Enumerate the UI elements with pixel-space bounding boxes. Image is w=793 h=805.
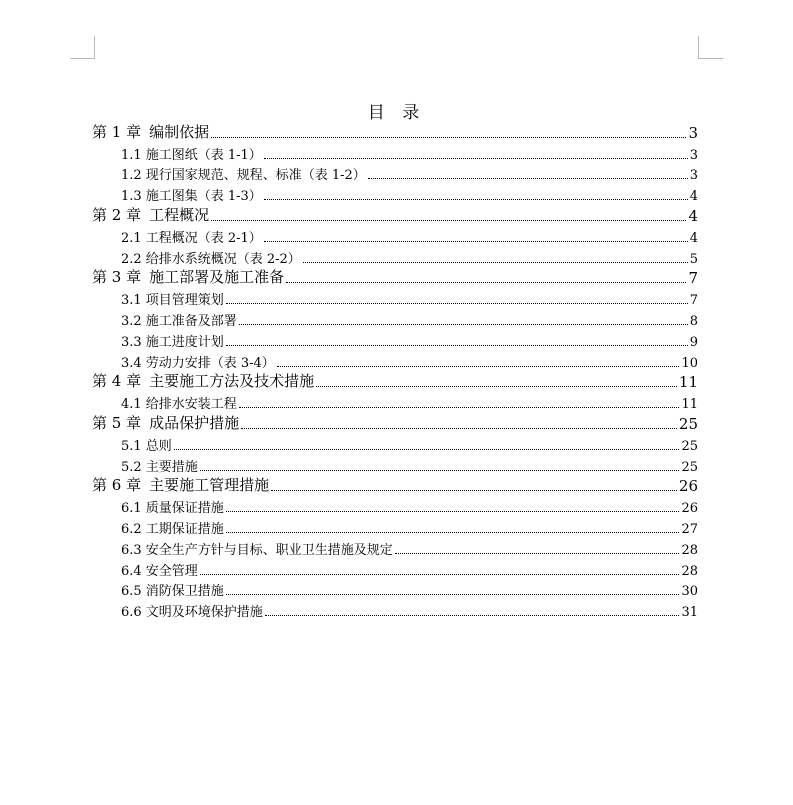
toc-entry-number: 6.1 <box>121 501 142 517</box>
toc-page-number: 5 <box>689 251 698 267</box>
page-corner-mark-top-left <box>70 36 95 59</box>
toc-dot-leader <box>200 574 680 575</box>
toc-section-entry[interactable] <box>92 287 698 308</box>
toc-section-entry[interactable] <box>92 329 698 350</box>
toc-section-entry[interactable] <box>92 599 698 620</box>
toc-page-number: 25 <box>678 414 698 433</box>
toc-entry-number: 1.2 <box>121 168 142 184</box>
toc-entry-number: 第 3 章 <box>92 268 142 287</box>
toc-entry-number: 3.4 <box>121 355 142 371</box>
toc-dot-leader <box>368 178 688 179</box>
toc-entry-number: 1.1 <box>121 147 142 163</box>
toc-page-number: 26 <box>678 477 698 496</box>
toc-entry-title: 施工准备及部署 <box>145 313 237 329</box>
toc-page-number: 26 <box>681 501 698 517</box>
toc-entry-number: 5.2 <box>121 459 142 475</box>
toc-dot-leader <box>226 532 680 533</box>
toc-dot-leader <box>264 158 688 159</box>
toc-entry-title: 安全管理 <box>145 563 198 579</box>
toc-dot-leader <box>226 594 680 595</box>
toc-dot-leader <box>226 345 688 346</box>
toc-entry-title: 给排水系统概况（表 2-2） <box>145 251 301 267</box>
table-of-contents <box>92 121 698 620</box>
toc-section-entry[interactable] <box>92 350 698 371</box>
toc-section-entry[interactable] <box>92 579 698 600</box>
toc-dot-leader <box>265 615 680 616</box>
toc-entry-title: 消防保卫措施 <box>145 584 224 600</box>
toc-dot-leader <box>174 449 680 450</box>
toc-chapter-entry[interactable] <box>92 267 698 288</box>
toc-entry-number: 6.3 <box>121 542 142 558</box>
toc-page-number: 28 <box>681 542 698 558</box>
toc-section-entry[interactable] <box>92 142 698 163</box>
toc-entry-number: 3.1 <box>121 293 142 309</box>
toc-entry-number: 1.3 <box>121 189 142 205</box>
toc-entry-title: 工期保证措施 <box>145 521 224 537</box>
toc-page-number: 7 <box>688 269 698 288</box>
toc-section-entry[interactable] <box>92 246 698 267</box>
toc-page-number: 28 <box>681 563 698 579</box>
toc-section-entry[interactable] <box>92 454 698 475</box>
toc-entry-title: 主要施工管理措施 <box>149 476 270 495</box>
toc-page-number: 31 <box>681 605 698 621</box>
toc-page-number: 27 <box>681 521 698 537</box>
toc-page-number: 4 <box>689 189 698 205</box>
toc-entry-title: 施工图集（表 1-3） <box>145 189 262 205</box>
toc-dot-leader <box>277 366 680 367</box>
toc-dot-leader <box>200 470 680 471</box>
toc-page-number: 3 <box>689 147 698 163</box>
toc-section-entry[interactable] <box>92 308 698 329</box>
toc-chapter-entry[interactable] <box>92 121 698 142</box>
toc-entry-number: 第 6 章 <box>92 476 142 495</box>
toc-dot-leader <box>286 282 686 283</box>
toc-entry-number: 6.6 <box>121 605 142 621</box>
toc-dot-leader <box>264 199 688 200</box>
toc-entry-title: 成品保护措施 <box>149 413 240 432</box>
toc-entry-number: 第 4 章 <box>92 372 142 391</box>
toc-chapter-entry[interactable] <box>92 204 698 225</box>
toc-entry-title: 给排水安装工程 <box>145 397 237 413</box>
toc-dot-leader <box>264 241 688 242</box>
toc-page-number: 7 <box>689 293 698 309</box>
toc-section-entry[interactable] <box>92 516 698 537</box>
toc-chapter-entry[interactable] <box>92 412 698 433</box>
page-corner-mark-top-right <box>698 36 723 59</box>
toc-page-number: 4 <box>689 230 698 246</box>
toc-dot-leader <box>241 428 677 429</box>
page-title: 目 录 <box>367 103 426 123</box>
toc-dot-leader <box>239 324 688 325</box>
toc-entry-number: 3.2 <box>121 313 142 329</box>
toc-dot-leader <box>271 490 677 491</box>
toc-entry-title: 安全生产方针与目标、职业卫生措施及规定 <box>145 542 393 558</box>
toc-entry-title: 工程概况（表 2-1） <box>145 230 262 246</box>
toc-dot-leader <box>395 553 680 554</box>
toc-page-number: 3 <box>689 168 698 184</box>
toc-section-entry[interactable] <box>92 183 698 204</box>
toc-section-entry[interactable] <box>92 391 698 412</box>
toc-section-entry[interactable] <box>92 433 698 454</box>
toc-entry-title: 项目管理策划 <box>145 293 224 309</box>
toc-page-number: 10 <box>681 355 698 371</box>
toc-entry-title: 文明及环境保护措施 <box>145 605 263 621</box>
toc-entry-title: 编制依据 <box>149 122 210 141</box>
toc-entry-title: 施工进度计划 <box>145 334 224 350</box>
toc-section-entry[interactable] <box>92 495 698 516</box>
toc-entry-title: 主要措施 <box>145 459 198 475</box>
toc-page-number: 8 <box>689 313 698 329</box>
toc-section-entry[interactable] <box>92 558 698 579</box>
toc-entry-number: 5.1 <box>121 438 142 454</box>
toc-dot-leader <box>316 386 677 387</box>
toc-dot-leader <box>239 407 680 408</box>
toc-dot-leader <box>303 262 688 263</box>
toc-entry-title: 主要施工方法及技术措施 <box>149 372 315 391</box>
toc-entry-title: 总则 <box>145 438 172 454</box>
toc-entry-number: 6.2 <box>121 521 142 537</box>
toc-entry-number: 6.4 <box>121 563 142 579</box>
toc-entry-title: 施工部署及施工准备 <box>149 268 285 287</box>
toc-dot-leader <box>226 511 680 512</box>
toc-entry-number: 第 2 章 <box>92 205 142 224</box>
toc-entry-number: 第 5 章 <box>92 413 142 432</box>
toc-entry-title: 劳动力安排（表 3-4） <box>145 355 275 371</box>
toc-section-entry[interactable] <box>92 225 698 246</box>
toc-entry-number: 3.3 <box>121 334 142 350</box>
toc-page-number: 4 <box>688 206 698 225</box>
toc-page-number: 3 <box>688 123 698 142</box>
toc-entry-number: 6.5 <box>121 584 142 600</box>
toc-chapter-entry[interactable] <box>92 475 698 496</box>
toc-page-number: 25 <box>681 459 698 475</box>
toc-entry-number: 4.1 <box>121 397 142 413</box>
toc-dot-leader <box>211 137 686 138</box>
toc-entry-number: 第 1 章 <box>92 122 142 141</box>
toc-entry-number: 2.1 <box>121 230 142 246</box>
toc-page-number: 11 <box>678 373 698 392</box>
toc-section-entry[interactable] <box>92 163 698 184</box>
toc-section-entry[interactable] <box>92 537 698 558</box>
toc-dot-leader <box>226 303 688 304</box>
toc-entry-number: 2.2 <box>121 251 142 267</box>
toc-page-number: 11 <box>681 397 698 413</box>
toc-chapter-entry[interactable] <box>92 371 698 392</box>
toc-page-number: 30 <box>681 584 698 600</box>
toc-entry-title: 工程概况 <box>149 205 210 224</box>
toc-entry-title: 现行国家规范、规程、标准（表 1-2） <box>145 168 366 184</box>
toc-page-number: 9 <box>689 334 698 350</box>
toc-dot-leader <box>211 220 686 221</box>
toc-page-number: 25 <box>681 438 698 454</box>
toc-entry-title: 质量保证措施 <box>145 501 224 517</box>
toc-entry-title: 施工图纸（表 1-1） <box>145 147 262 163</box>
